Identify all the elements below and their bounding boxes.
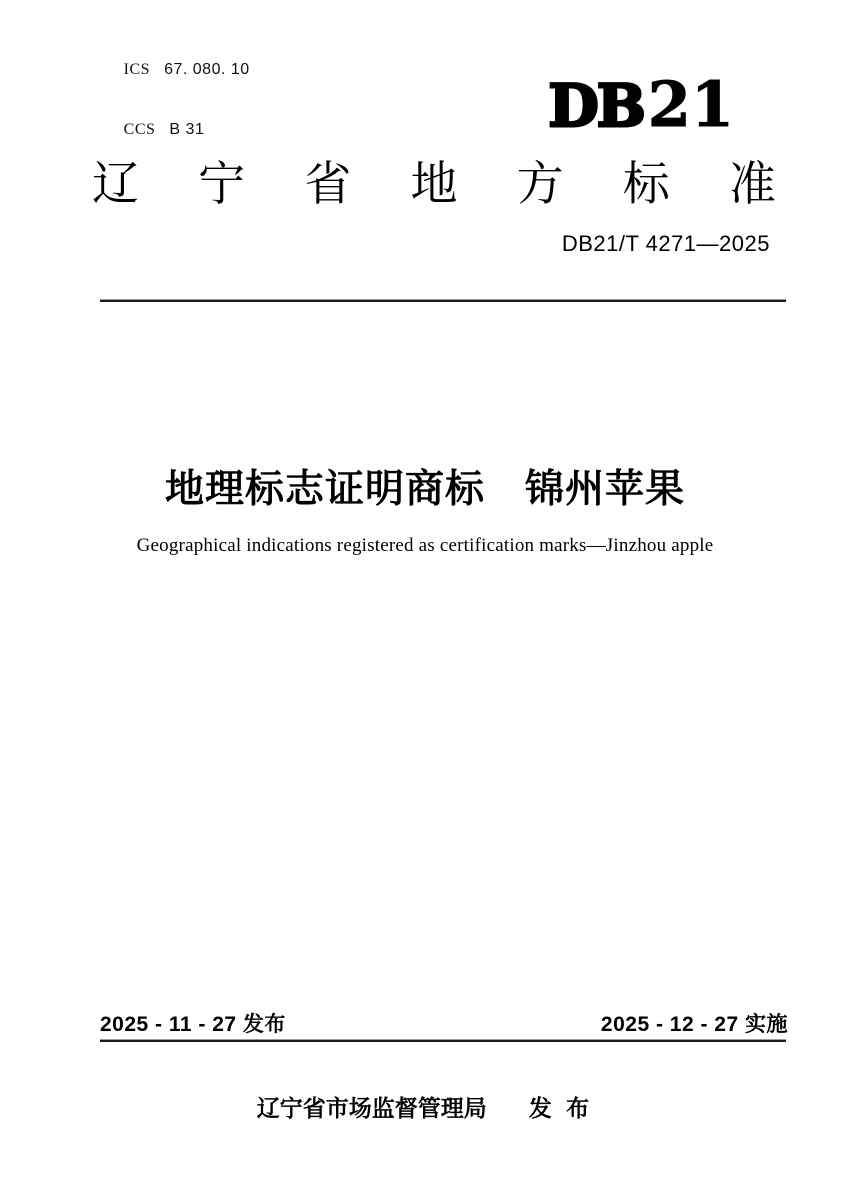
db21-logo-number: 21 bbox=[647, 68, 734, 141]
issue-date: 2025 - 11 - 27 发布 bbox=[100, 1013, 286, 1036]
footer-rule bbox=[100, 1040, 786, 1042]
db21-logo-db: DB bbox=[548, 72, 644, 140]
db21-logo bbox=[548, 68, 734, 141]
dates-row bbox=[100, 1008, 788, 1038]
standard-class-char: 地 bbox=[410, 157, 458, 210]
ccs-label: CCS bbox=[123, 121, 156, 138]
publisher-row bbox=[0, 1090, 850, 1123]
ics-value: 67. 080. 10 bbox=[164, 61, 250, 78]
ccs-value: B 31 bbox=[169, 121, 205, 138]
standard-class-char: 省 bbox=[304, 157, 352, 210]
ics-label: ICS bbox=[123, 61, 151, 78]
standard-class-char: 宁 bbox=[198, 157, 246, 210]
ccs-line bbox=[97, 100, 250, 160]
implement-date: 2025 - 12 - 27 实施 bbox=[600, 1013, 788, 1036]
publisher-name: 辽宁省市场监督管理局 bbox=[256, 1095, 487, 1121]
header-rule bbox=[100, 300, 786, 302]
standard-class-char: 准 bbox=[728, 157, 776, 210]
document-title-english: Geographical indications registered as certification marks—Jinzhou apple bbox=[136, 535, 714, 556]
standard-number: DB21/T 4271—2025 bbox=[561, 231, 770, 256]
standard-class-char: 方 bbox=[516, 157, 564, 210]
document-title-chinese: 地理标志证明商标 锦州苹果 bbox=[164, 468, 685, 511]
ics-ccs-block bbox=[97, 40, 250, 160]
publish-label: 发 布 bbox=[528, 1095, 594, 1121]
standard-class-title bbox=[92, 158, 776, 210]
standard-class-char: 标 bbox=[622, 157, 670, 210]
ics-line bbox=[97, 40, 250, 100]
standard-class-char: 辽 bbox=[92, 157, 139, 210]
